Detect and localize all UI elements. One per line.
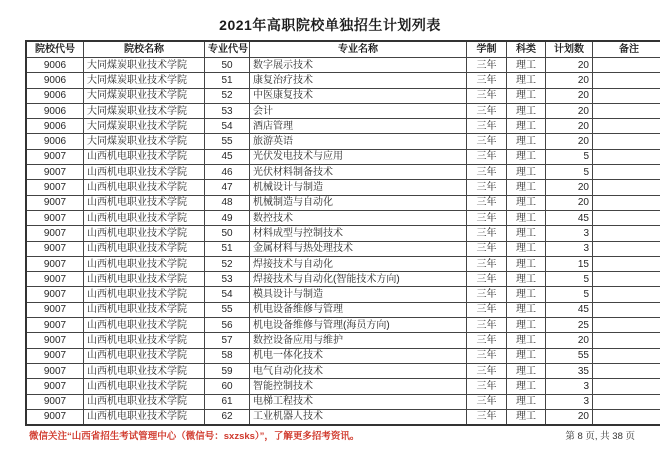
- category-cell: 理工: [507, 88, 546, 103]
- remark-cell: [593, 348, 660, 363]
- remark-cell: [593, 302, 660, 317]
- major-name-cell: 机电设备维修与管理(海员方向): [250, 318, 467, 333]
- duration-cell: 三年: [467, 195, 507, 210]
- college-name-cell: 山西机电职业技术学院: [84, 210, 205, 225]
- duration-cell: 三年: [467, 272, 507, 287]
- duration-cell: 三年: [467, 58, 507, 73]
- category-cell: 理工: [507, 302, 546, 317]
- major-name-cell: 智能控制技术: [250, 379, 467, 394]
- table-row: [26, 103, 660, 118]
- major-name-cell: 旅游英语: [250, 134, 467, 149]
- duration-cell: 三年: [467, 134, 507, 149]
- college-name-cell: 山西机电职业技术学院: [84, 333, 205, 348]
- college-code-cell: 9007: [26, 256, 84, 271]
- major-name-cell: 光伏材料制备技术: [250, 165, 467, 180]
- category-cell: 理工: [507, 134, 546, 149]
- table-row: [26, 394, 660, 409]
- plan-count-cell: 20: [546, 333, 593, 348]
- major-name-cell: 数控设备应用与维护: [250, 333, 467, 348]
- category-cell: 理工: [507, 226, 546, 241]
- plan-count-cell: 20: [546, 180, 593, 195]
- category-cell: 理工: [507, 195, 546, 210]
- category-cell: 理工: [507, 103, 546, 118]
- major-name-cell: 会计: [250, 103, 467, 118]
- remark-cell: [593, 226, 660, 241]
- plan-count-cell: 20: [546, 134, 593, 149]
- major-code-cell: 58: [205, 348, 250, 363]
- column-header-college-code: 院校代号: [26, 41, 84, 58]
- table-row: [26, 379, 660, 394]
- duration-cell: 三年: [467, 363, 507, 378]
- table-row: [26, 180, 660, 195]
- college-name-cell: 山西机电职业技术学院: [84, 318, 205, 333]
- table-row: [26, 241, 660, 256]
- remark-cell: [593, 210, 660, 225]
- category-cell: 理工: [507, 348, 546, 363]
- duration-cell: 三年: [467, 149, 507, 164]
- college-name-cell: 大同煤炭职业技术学院: [84, 88, 205, 103]
- column-header-category: 科类: [507, 41, 546, 58]
- college-code-cell: 9006: [26, 88, 84, 103]
- table-header-row: [26, 41, 660, 58]
- column-header-college-name: 院校名称: [84, 41, 205, 58]
- remark-cell: [593, 149, 660, 164]
- plan-count-cell: 20: [546, 58, 593, 73]
- table-row: [26, 272, 660, 287]
- remark-cell: [593, 333, 660, 348]
- major-name-cell: 酒店管理: [250, 119, 467, 134]
- major-name-cell: 机械制造与自动化: [250, 195, 467, 210]
- college-name-cell: 山西机电职业技术学院: [84, 256, 205, 271]
- college-name-cell: 山西机电职业技术学院: [84, 180, 205, 195]
- college-name-cell: 山西机电职业技术学院: [84, 195, 205, 210]
- remark-cell: [593, 394, 660, 409]
- major-code-cell: 60: [205, 379, 250, 394]
- remark-cell: [593, 195, 660, 210]
- duration-cell: 三年: [467, 318, 507, 333]
- college-code-cell: 9006: [26, 103, 84, 118]
- plan-count-cell: 20: [546, 409, 593, 425]
- college-code-cell: 9007: [26, 333, 84, 348]
- college-name-cell: 大同煤炭职业技术学院: [84, 119, 205, 134]
- remark-cell: [593, 363, 660, 378]
- plan-count-cell: 35: [546, 363, 593, 378]
- remark-cell: [593, 287, 660, 302]
- table-row: [26, 210, 660, 225]
- category-cell: 理工: [507, 180, 546, 195]
- remark-cell: [593, 180, 660, 195]
- major-name-cell: 焊接技术与自动化(智能技术方向): [250, 272, 467, 287]
- category-cell: 理工: [507, 394, 546, 409]
- duration-cell: 三年: [467, 180, 507, 195]
- college-name-cell: 山西机电职业技术学院: [84, 149, 205, 164]
- category-cell: 理工: [507, 73, 546, 88]
- category-cell: 理工: [507, 363, 546, 378]
- major-name-cell: 材料成型与控制技术: [250, 226, 467, 241]
- remark-cell: [593, 119, 660, 134]
- table-row: [26, 363, 660, 378]
- major-code-cell: 45: [205, 149, 250, 164]
- wechat-notice-text: 微信关注“山西省招生考试管理中心（微信号：sxzsks）”，了解更多招考资讯。: [29, 431, 360, 442]
- major-code-cell: 55: [205, 134, 250, 149]
- table-row: [26, 119, 660, 134]
- remark-cell: [593, 88, 660, 103]
- page-number-indicator: 第 8 页, 共 38 页: [565, 431, 635, 442]
- duration-cell: 三年: [467, 256, 507, 271]
- duration-cell: 三年: [467, 119, 507, 134]
- major-code-cell: 57: [205, 333, 250, 348]
- duration-cell: 三年: [467, 226, 507, 241]
- remark-cell: [593, 241, 660, 256]
- major-code-cell: 50: [205, 58, 250, 73]
- major-code-cell: 47: [205, 180, 250, 195]
- table-row: [26, 165, 660, 180]
- table-row: [26, 302, 660, 317]
- college-code-cell: 9006: [26, 134, 84, 149]
- plan-count-cell: 5: [546, 165, 593, 180]
- major-code-cell: 53: [205, 272, 250, 287]
- duration-cell: 三年: [467, 379, 507, 394]
- table-row: [26, 318, 660, 333]
- column-header-major-code: 专业代号: [205, 41, 250, 58]
- plan-count-cell: 20: [546, 103, 593, 118]
- category-cell: 理工: [507, 272, 546, 287]
- column-header-plan-count: 计划数: [546, 41, 593, 58]
- college-code-cell: 9007: [26, 226, 84, 241]
- duration-cell: 三年: [467, 409, 507, 425]
- college-code-cell: 9006: [26, 58, 84, 73]
- college-name-cell: 山西机电职业技术学院: [84, 165, 205, 180]
- major-name-cell: 电气自动化技术: [250, 363, 467, 378]
- category-cell: 理工: [507, 318, 546, 333]
- major-code-cell: 52: [205, 88, 250, 103]
- remark-cell: [593, 409, 660, 425]
- category-cell: 理工: [507, 149, 546, 164]
- college-name-cell: 山西机电职业技术学院: [84, 394, 205, 409]
- major-name-cell: 中医康复技术: [250, 88, 467, 103]
- remark-cell: [593, 134, 660, 149]
- plan-count-cell: 20: [546, 88, 593, 103]
- major-code-cell: 51: [205, 241, 250, 256]
- plan-count-cell: 20: [546, 195, 593, 210]
- plan-count-cell: 20: [546, 73, 593, 88]
- remark-cell: [593, 318, 660, 333]
- remark-cell: [593, 256, 660, 271]
- plan-count-cell: 5: [546, 287, 593, 302]
- major-code-cell: 56: [205, 318, 250, 333]
- major-name-cell: 金属材料与热处理技术: [250, 241, 467, 256]
- duration-cell: 三年: [467, 73, 507, 88]
- enrollment-plan-table: [25, 40, 660, 426]
- college-code-cell: 9006: [26, 73, 84, 88]
- table-row: [26, 226, 660, 241]
- major-name-cell: 机电设备维修与管理: [250, 302, 467, 317]
- college-name-cell: 大同煤炭职业技术学院: [84, 103, 205, 118]
- college-name-cell: 山西机电职业技术学院: [84, 241, 205, 256]
- major-code-cell: 52: [205, 256, 250, 271]
- major-code-cell: 46: [205, 165, 250, 180]
- table-row: [26, 409, 660, 425]
- college-code-cell: 9007: [26, 348, 84, 363]
- plan-count-cell: 45: [546, 302, 593, 317]
- plan-count-cell: 55: [546, 348, 593, 363]
- major-name-cell: 数控技术: [250, 210, 467, 225]
- college-code-cell: 9007: [26, 379, 84, 394]
- remark-cell: [593, 165, 660, 180]
- duration-cell: 三年: [467, 394, 507, 409]
- college-name-cell: 大同煤炭职业技术学院: [84, 58, 205, 73]
- major-code-cell: 54: [205, 287, 250, 302]
- table-row: [26, 195, 660, 210]
- plan-count-cell: 5: [546, 149, 593, 164]
- college-name-cell: 山西机电职业技术学院: [84, 226, 205, 241]
- category-cell: 理工: [507, 210, 546, 225]
- plan-count-cell: 3: [546, 394, 593, 409]
- plan-count-cell: 5: [546, 272, 593, 287]
- table-body: [26, 58, 660, 426]
- category-cell: 理工: [507, 241, 546, 256]
- category-cell: 理工: [507, 333, 546, 348]
- major-code-cell: 61: [205, 394, 250, 409]
- plan-count-cell: 45: [546, 210, 593, 225]
- plan-count-cell: 20: [546, 119, 593, 134]
- college-code-cell: 9007: [26, 165, 84, 180]
- college-code-cell: 9007: [26, 302, 84, 317]
- college-name-cell: 大同煤炭职业技术学院: [84, 73, 205, 88]
- plan-count-cell: 3: [546, 241, 593, 256]
- major-name-cell: 数字展示技术: [250, 58, 467, 73]
- college-name-cell: 山西机电职业技术学院: [84, 379, 205, 394]
- category-cell: 理工: [507, 409, 546, 425]
- major-code-cell: 50: [205, 226, 250, 241]
- table-row: [26, 348, 660, 363]
- table-row: [26, 287, 660, 302]
- college-code-cell: 9007: [26, 394, 84, 409]
- column-header-remark: 备注: [593, 41, 660, 58]
- college-code-cell: 9007: [26, 409, 84, 425]
- category-cell: 理工: [507, 287, 546, 302]
- category-cell: 理工: [507, 165, 546, 180]
- remark-cell: [593, 379, 660, 394]
- duration-cell: 三年: [467, 241, 507, 256]
- major-name-cell: 工业机器人技术: [250, 409, 467, 425]
- table-row: [26, 333, 660, 348]
- page-footer: [25, 428, 635, 442]
- table-row: [26, 134, 660, 149]
- major-name-cell: 机电一体化技术: [250, 348, 467, 363]
- college-name-cell: 山西机电职业技术学院: [84, 272, 205, 287]
- plan-count-cell: 25: [546, 318, 593, 333]
- column-header-major-name: 专业名称: [250, 41, 467, 58]
- major-name-cell: 光伏发电技术与应用: [250, 149, 467, 164]
- major-code-cell: 54: [205, 119, 250, 134]
- major-code-cell: 59: [205, 363, 250, 378]
- major-name-cell: 模具设计与制造: [250, 287, 467, 302]
- college-code-cell: 9007: [26, 363, 84, 378]
- college-code-cell: 9007: [26, 272, 84, 287]
- plan-count-cell: 3: [546, 379, 593, 394]
- category-cell: 理工: [507, 119, 546, 134]
- college-name-cell: 山西机电职业技术学院: [84, 287, 205, 302]
- table-row: [26, 88, 660, 103]
- college-name-cell: 山西机电职业技术学院: [84, 363, 205, 378]
- duration-cell: 三年: [467, 287, 507, 302]
- college-code-cell: 9007: [26, 180, 84, 195]
- college-code-cell: 9007: [26, 318, 84, 333]
- college-name-cell: 山西机电职业技术学院: [84, 409, 205, 425]
- college-code-cell: 9007: [26, 149, 84, 164]
- duration-cell: 三年: [467, 333, 507, 348]
- college-code-cell: 9007: [26, 195, 84, 210]
- remark-cell: [593, 58, 660, 73]
- major-name-cell: 焊接技术与自动化: [250, 256, 467, 271]
- college-code-cell: 9007: [26, 210, 84, 225]
- duration-cell: 三年: [467, 165, 507, 180]
- remark-cell: [593, 272, 660, 287]
- table-row: [26, 256, 660, 271]
- duration-cell: 三年: [467, 88, 507, 103]
- major-name-cell: 机械设计与制造: [250, 180, 467, 195]
- college-name-cell: 大同煤炭职业技术学院: [84, 134, 205, 149]
- plan-count-cell: 15: [546, 256, 593, 271]
- major-code-cell: 51: [205, 73, 250, 88]
- table-row: [26, 149, 660, 164]
- table-row: [26, 58, 660, 73]
- table-row: [26, 73, 660, 88]
- duration-cell: 三年: [467, 348, 507, 363]
- major-name-cell: 康复治疗技术: [250, 73, 467, 88]
- college-code-cell: 9007: [26, 241, 84, 256]
- college-code-cell: 9006: [26, 119, 84, 134]
- page-title: 2021年高职院校单独招生计划列表: [219, 17, 441, 33]
- duration-cell: 三年: [467, 210, 507, 225]
- major-code-cell: 53: [205, 103, 250, 118]
- category-cell: 理工: [507, 379, 546, 394]
- major-code-cell: 55: [205, 302, 250, 317]
- duration-cell: 三年: [467, 103, 507, 118]
- column-header-duration: 学制: [467, 41, 507, 58]
- college-code-cell: 9007: [26, 287, 84, 302]
- major-name-cell: 电梯工程技术: [250, 394, 467, 409]
- major-code-cell: 62: [205, 409, 250, 425]
- plan-count-cell: 3: [546, 226, 593, 241]
- category-cell: 理工: [507, 256, 546, 271]
- remark-cell: [593, 73, 660, 88]
- duration-cell: 三年: [467, 302, 507, 317]
- major-code-cell: 48: [205, 195, 250, 210]
- college-name-cell: 山西机电职业技术学院: [84, 348, 205, 363]
- remark-cell: [593, 103, 660, 118]
- college-name-cell: 山西机电职业技术学院: [84, 302, 205, 317]
- major-code-cell: 49: [205, 210, 250, 225]
- category-cell: 理工: [507, 58, 546, 73]
